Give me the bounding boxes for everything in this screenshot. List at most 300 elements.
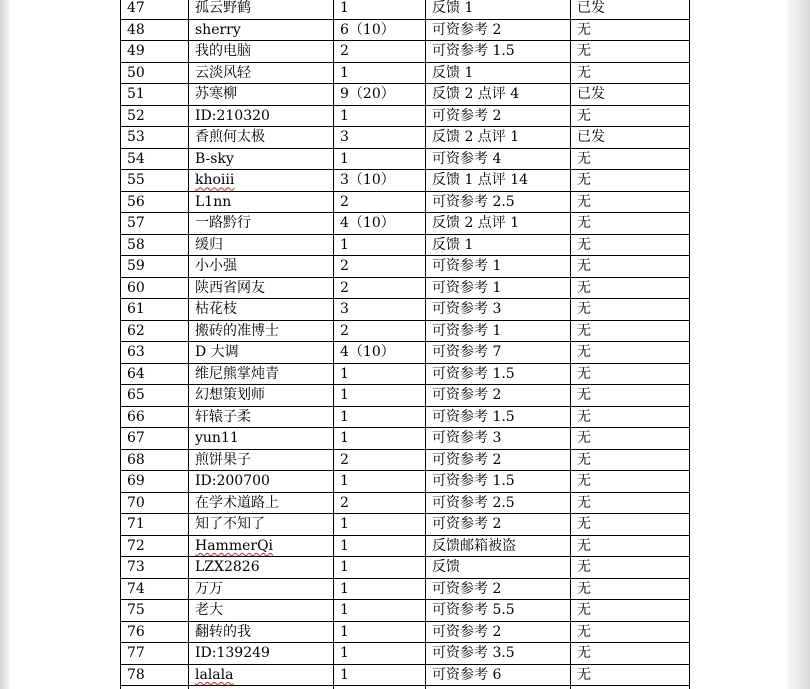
row-number-cell[interactable]	[121, 256, 189, 278]
name-cell[interactable]	[189, 0, 334, 19]
status-cell[interactable]	[571, 449, 690, 471]
name-cell[interactable]	[189, 148, 334, 170]
name-cell[interactable]	[189, 170, 334, 192]
name-cell[interactable]	[189, 363, 334, 385]
status-cell[interactable]	[571, 299, 690, 321]
count-cell[interactable]	[334, 664, 426, 686]
feedback-cell[interactable]	[426, 256, 571, 278]
table-row	[121, 256, 690, 278]
table-row	[121, 492, 690, 514]
name-cell[interactable]	[189, 621, 334, 643]
count-cell[interactable]	[334, 643, 426, 665]
name-cell[interactable]	[189, 686, 334, 689]
row-number-cell[interactable]	[121, 621, 189, 643]
table-row	[121, 0, 690, 19]
row-number-text: 50	[127, 64, 145, 81]
name-text: 万万	[195, 580, 223, 597]
row-number-text: 57	[127, 215, 145, 232]
name-text: 小小强	[195, 258, 237, 275]
status-cell[interactable]	[571, 600, 690, 622]
name-cell[interactable]	[189, 643, 334, 665]
count-text: 1	[340, 516, 349, 533]
status-cell[interactable]	[571, 342, 690, 364]
status-cell[interactable]	[571, 428, 690, 450]
status-text: 无	[577, 344, 591, 361]
row-number-cell[interactable]	[121, 127, 189, 149]
row-number-cell[interactable]	[121, 148, 189, 170]
status-cell[interactable]	[571, 514, 690, 536]
status-cell[interactable]	[571, 621, 690, 643]
feedback-text: 可资参考 5.5	[432, 602, 515, 619]
status-cell[interactable]	[571, 213, 690, 235]
status-cell[interactable]	[571, 320, 690, 342]
status-cell[interactable]	[571, 664, 690, 686]
name-cell[interactable]	[189, 471, 334, 493]
status-cell[interactable]	[571, 191, 690, 213]
feedback-cell[interactable]	[426, 127, 571, 149]
results-table-body	[121, 0, 690, 689]
feedback-cell[interactable]	[426, 0, 571, 19]
table-row	[121, 84, 690, 106]
status-text: 无	[577, 21, 591, 38]
count-cell[interactable]	[334, 363, 426, 385]
table-row	[121, 299, 690, 321]
status-cell[interactable]	[571, 385, 690, 407]
row-number-cell[interactable]	[121, 514, 189, 536]
feedback-cell[interactable]	[426, 234, 571, 256]
name-cell[interactable]	[189, 19, 334, 41]
results-table	[120, 0, 690, 689]
row-number-text: 52	[127, 107, 145, 124]
row-number-text: 55	[127, 172, 145, 189]
row-number-cell[interactable]	[121, 471, 189, 493]
row-number-cell[interactable]	[121, 299, 189, 321]
count-cell[interactable]	[334, 213, 426, 235]
status-cell[interactable]	[571, 41, 690, 63]
feedback-cell[interactable]	[426, 84, 571, 106]
count-text: 2	[340, 322, 349, 339]
count-text: 9（20）	[340, 86, 395, 103]
count-cell[interactable]	[334, 492, 426, 514]
count-text: 2	[340, 494, 349, 511]
name-text: 轩辕子柔	[195, 408, 251, 425]
row-number-cell[interactable]	[121, 406, 189, 428]
count-cell[interactable]	[334, 428, 426, 450]
feedback-cell[interactable]	[426, 557, 571, 579]
row-number-text: 75	[127, 602, 145, 619]
feedback-cell[interactable]	[426, 320, 571, 342]
status-text: 无	[577, 150, 591, 167]
count-cell[interactable]	[334, 557, 426, 579]
count-text: 1	[340, 107, 349, 124]
feedback-cell[interactable]	[426, 363, 571, 385]
row-number-cell[interactable]	[121, 449, 189, 471]
feedback-text: 可资参考 3	[432, 430, 502, 447]
feedback-text: 可资参考 4	[432, 150, 502, 167]
feedback-cell[interactable]	[426, 428, 571, 450]
status-cell[interactable]	[571, 127, 690, 149]
row-number-cell[interactable]	[121, 492, 189, 514]
feedback-cell[interactable]	[426, 471, 571, 493]
feedback-text: 可资参考 2	[432, 580, 502, 597]
feedback-cell[interactable]	[426, 19, 571, 41]
count-cell[interactable]	[334, 385, 426, 407]
status-text: 无	[577, 215, 591, 232]
count-cell[interactable]	[334, 277, 426, 299]
count-cell[interactable]	[334, 299, 426, 321]
feedback-cell[interactable]	[426, 406, 571, 428]
page-right-margin-shadow	[788, 0, 810, 689]
table-row	[121, 320, 690, 342]
table-row	[121, 213, 690, 235]
count-text: 3	[340, 129, 349, 146]
feedback-cell[interactable]	[426, 299, 571, 321]
feedback-text: 可资参考 2	[432, 107, 502, 124]
row-number-cell[interactable]	[121, 0, 189, 19]
feedback-text: 可资参考 2.5	[432, 193, 515, 210]
feedback-cell[interactable]	[426, 385, 571, 407]
name-cell[interactable]	[189, 62, 334, 84]
feedback-text: 可资参考 1.5	[432, 43, 515, 60]
table-row	[121, 643, 690, 665]
feedback-text: 反馈邮箱被盗	[432, 537, 516, 554]
name-cell[interactable]	[189, 514, 334, 536]
table-row	[121, 19, 690, 41]
name-cell[interactable]	[189, 256, 334, 278]
count-cell[interactable]	[334, 0, 426, 19]
count-text: 4（10）	[340, 344, 395, 361]
row-number-cell[interactable]	[121, 84, 189, 106]
row-number-cell[interactable]	[121, 578, 189, 600]
row-number-cell[interactable]	[121, 105, 189, 127]
name-text: 枯花枝	[195, 301, 237, 318]
row-number-text: 76	[127, 623, 145, 640]
row-number-text: 73	[127, 559, 145, 576]
status-cell[interactable]	[571, 363, 690, 385]
status-cell[interactable]	[571, 234, 690, 256]
status-text: 无	[577, 602, 591, 619]
row-number-cell[interactable]	[121, 191, 189, 213]
name-cell[interactable]	[189, 191, 334, 213]
count-text: 2	[340, 451, 349, 468]
table-row	[121, 449, 690, 471]
name-cell[interactable]	[189, 213, 334, 235]
feedback-cell[interactable]	[426, 664, 571, 686]
feedback-text: 可资参考 3.5	[432, 645, 515, 662]
feedback-text: 可资参考 2	[432, 451, 502, 468]
feedback-text: 反馈 2 点评 4	[432, 86, 520, 103]
feedback-cell[interactable]	[426, 621, 571, 643]
row-number-cell[interactable]	[121, 363, 189, 385]
status-text: 无	[577, 408, 591, 425]
feedback-text: 反馈 1 点评 14	[432, 172, 529, 189]
feedback-cell[interactable]	[426, 535, 571, 557]
name-cell[interactable]	[189, 127, 334, 149]
row-number-cell[interactable]	[121, 643, 189, 665]
status-cell[interactable]	[571, 492, 690, 514]
feedback-text: 反馈 1	[432, 64, 474, 81]
feedback-text: 可资参考 3	[432, 301, 502, 318]
row-number-cell[interactable]	[121, 385, 189, 407]
row-number-text: 48	[127, 21, 145, 38]
table-row	[121, 170, 690, 192]
status-cell[interactable]	[571, 19, 690, 41]
name-text: 煎饼果子	[195, 451, 251, 468]
name-text: ID:210320	[195, 107, 270, 124]
row-number-cell[interactable]	[121, 600, 189, 622]
name-cell[interactable]	[189, 535, 334, 557]
name-cell[interactable]	[189, 41, 334, 63]
row-number-text: 51	[127, 86, 145, 103]
row-number-cell[interactable]	[121, 213, 189, 235]
row-number-cell[interactable]	[121, 557, 189, 579]
status-cell[interactable]	[571, 557, 690, 579]
status-cell[interactable]	[571, 578, 690, 600]
feedback-text: 可资参考 2	[432, 516, 502, 533]
name-cell[interactable]	[189, 277, 334, 299]
status-text: 无	[577, 193, 591, 210]
count-cell[interactable]	[334, 578, 426, 600]
feedback-cell[interactable]	[426, 514, 571, 536]
name-cell[interactable]	[189, 406, 334, 428]
count-cell[interactable]	[334, 256, 426, 278]
row-number-cell[interactable]	[121, 320, 189, 342]
count-cell[interactable]	[334, 19, 426, 41]
feedback-cell[interactable]	[426, 578, 571, 600]
count-text: 1	[340, 645, 349, 662]
status-text: 无	[577, 494, 591, 511]
status-text: 无	[577, 666, 591, 683]
count-cell[interactable]	[334, 84, 426, 106]
name-text: 云淡风轻	[195, 64, 251, 81]
name-text: 一路黔行	[195, 215, 251, 232]
status-cell[interactable]	[571, 170, 690, 192]
name-cell[interactable]	[189, 578, 334, 600]
feedback-text: 反馈	[432, 559, 460, 576]
name-text: 缓归	[195, 236, 223, 253]
name-text: 知了不知了	[195, 516, 265, 533]
name-cell[interactable]	[189, 105, 334, 127]
count-cell[interactable]	[334, 105, 426, 127]
status-cell[interactable]	[571, 686, 690, 689]
row-number-text: 53	[127, 129, 145, 146]
status-text: 无	[577, 537, 591, 554]
row-number-cell[interactable]	[121, 19, 189, 41]
feedback-cell[interactable]	[426, 492, 571, 514]
row-number-cell[interactable]	[121, 428, 189, 450]
row-number-text: 68	[127, 451, 145, 468]
feedback-cell[interactable]	[426, 170, 571, 192]
table-row	[121, 664, 690, 686]
row-number-cell[interactable]	[121, 277, 189, 299]
count-cell[interactable]	[334, 234, 426, 256]
status-cell[interactable]	[571, 62, 690, 84]
status-text: 无	[577, 559, 591, 576]
name-text: 陕西省网友	[195, 279, 265, 296]
table-row	[121, 342, 690, 364]
count-cell[interactable]	[334, 535, 426, 557]
feedback-cell[interactable]	[426, 449, 571, 471]
count-cell[interactable]	[334, 191, 426, 213]
row-number-cell[interactable]	[121, 664, 189, 686]
feedback-cell[interactable]	[426, 600, 571, 622]
name-text: 翻转的我	[195, 623, 251, 640]
feedback-text: 可资参考 6	[432, 666, 502, 683]
row-number-text: 54	[127, 150, 145, 167]
count-cell[interactable]	[334, 471, 426, 493]
feedback-cell[interactable]	[426, 277, 571, 299]
count-text: 1	[340, 430, 349, 447]
count-text: 1	[340, 408, 349, 425]
name-cell[interactable]	[189, 600, 334, 622]
table-row	[121, 105, 690, 127]
feedback-text: 可资参考 7	[432, 344, 502, 361]
status-cell[interactable]	[571, 84, 690, 106]
count-text: 1	[340, 537, 349, 554]
name-text: 我的电脑	[195, 43, 251, 60]
row-number-cell[interactable]	[121, 342, 189, 364]
name-text: 搬砖的准博士	[195, 322, 279, 339]
name-cell[interactable]	[189, 492, 334, 514]
name-cell[interactable]	[189, 428, 334, 450]
name-text: 孤云野鹤	[195, 0, 251, 17]
count-text: 2	[340, 258, 349, 275]
status-text: 无	[577, 322, 591, 339]
count-text: 4（10）	[340, 215, 395, 232]
status-cell[interactable]	[571, 277, 690, 299]
feedback-cell[interactable]	[426, 41, 571, 63]
table-row	[121, 471, 690, 493]
row-number-cell[interactable]	[121, 686, 189, 689]
feedback-cell[interactable]	[426, 191, 571, 213]
table-row	[121, 621, 690, 643]
name-cell[interactable]	[189, 299, 334, 321]
status-cell[interactable]	[571, 406, 690, 428]
table-row	[121, 686, 690, 689]
count-text: 1	[340, 473, 349, 490]
status-cell[interactable]	[571, 643, 690, 665]
count-cell[interactable]	[334, 449, 426, 471]
feedback-text: 反馈 1	[432, 236, 474, 253]
table-row	[121, 234, 690, 256]
name-cell[interactable]	[189, 84, 334, 106]
name-text: 在学术道路上	[195, 494, 279, 511]
status-text: 无	[577, 516, 591, 533]
row-number-text: 47	[127, 0, 145, 17]
row-number-cell[interactable]	[121, 41, 189, 63]
status-text: 无	[577, 451, 591, 468]
row-number-text: 60	[127, 279, 145, 296]
count-cell[interactable]	[334, 62, 426, 84]
name-text: D 大调	[195, 344, 239, 361]
name-cell[interactable]	[189, 385, 334, 407]
row-number-text: 78	[127, 666, 145, 683]
table-row	[121, 600, 690, 622]
row-number-text: 61	[127, 301, 145, 318]
count-cell[interactable]	[334, 342, 426, 364]
count-text: 1	[340, 623, 349, 640]
count-cell[interactable]	[334, 127, 426, 149]
status-cell[interactable]	[571, 471, 690, 493]
count-text: 1	[340, 365, 349, 382]
row-number-cell[interactable]	[121, 234, 189, 256]
name-cell[interactable]	[189, 342, 334, 364]
row-number-text: 71	[127, 516, 145, 533]
count-cell[interactable]	[334, 600, 426, 622]
name-cell[interactable]	[189, 557, 334, 579]
feedback-text: 可资参考 2	[432, 623, 502, 640]
results-table-container	[120, 0, 690, 689]
status-cell[interactable]	[571, 105, 690, 127]
status-cell[interactable]	[571, 148, 690, 170]
feedback-text: 可资参考 1.5	[432, 408, 515, 425]
row-number-text: 56	[127, 193, 145, 210]
feedback-cell[interactable]	[426, 105, 571, 127]
table-row	[121, 363, 690, 385]
count-cell[interactable]	[334, 41, 426, 63]
name-cell[interactable]	[189, 449, 334, 471]
count-cell[interactable]	[334, 170, 426, 192]
name-cell[interactable]	[189, 234, 334, 256]
table-row	[121, 535, 690, 557]
name-text: khoiii	[195, 172, 235, 189]
feedback-cell[interactable]	[426, 342, 571, 364]
table-row	[121, 406, 690, 428]
status-text: 已发	[577, 0, 605, 17]
name-cell[interactable]	[189, 664, 334, 686]
status-cell[interactable]	[571, 0, 690, 19]
row-number-text: 64	[127, 365, 145, 382]
status-cell[interactable]	[571, 256, 690, 278]
count-cell[interactable]	[334, 686, 426, 689]
count-text: 1	[340, 236, 349, 253]
count-cell[interactable]	[334, 148, 426, 170]
row-number-text: 77	[127, 645, 145, 662]
name-text: L1nn	[195, 193, 232, 210]
status-text: 无	[577, 623, 591, 640]
row-number-cell[interactable]	[121, 170, 189, 192]
status-text: 无	[577, 279, 591, 296]
count-text: 1	[340, 602, 349, 619]
feedback-cell[interactable]	[426, 686, 571, 689]
table-row	[121, 277, 690, 299]
table-row	[121, 191, 690, 213]
count-cell[interactable]	[334, 320, 426, 342]
feedback-cell[interactable]	[426, 62, 571, 84]
name-text: B-sky	[195, 150, 234, 167]
feedback-cell[interactable]	[426, 213, 571, 235]
status-cell[interactable]	[571, 535, 690, 557]
status-text: 无	[577, 301, 591, 318]
feedback-cell[interactable]	[426, 148, 571, 170]
count-cell[interactable]	[334, 406, 426, 428]
name-cell[interactable]	[189, 320, 334, 342]
feedback-cell[interactable]	[426, 643, 571, 665]
row-number-cell[interactable]	[121, 62, 189, 84]
name-text: HammerQi	[195, 537, 274, 554]
feedback-text: 可资参考 1.5	[432, 365, 515, 382]
status-text: 已发	[577, 129, 605, 146]
count-text: 1	[340, 64, 349, 81]
count-cell[interactable]	[334, 514, 426, 536]
name-text: ID:200700	[195, 473, 270, 490]
count-cell[interactable]	[334, 621, 426, 643]
table-row	[121, 127, 690, 149]
name-text: 香煎何太极	[195, 129, 265, 146]
row-number-cell[interactable]	[121, 535, 189, 557]
status-text: 无	[577, 365, 591, 382]
row-number-text: 70	[127, 494, 145, 511]
